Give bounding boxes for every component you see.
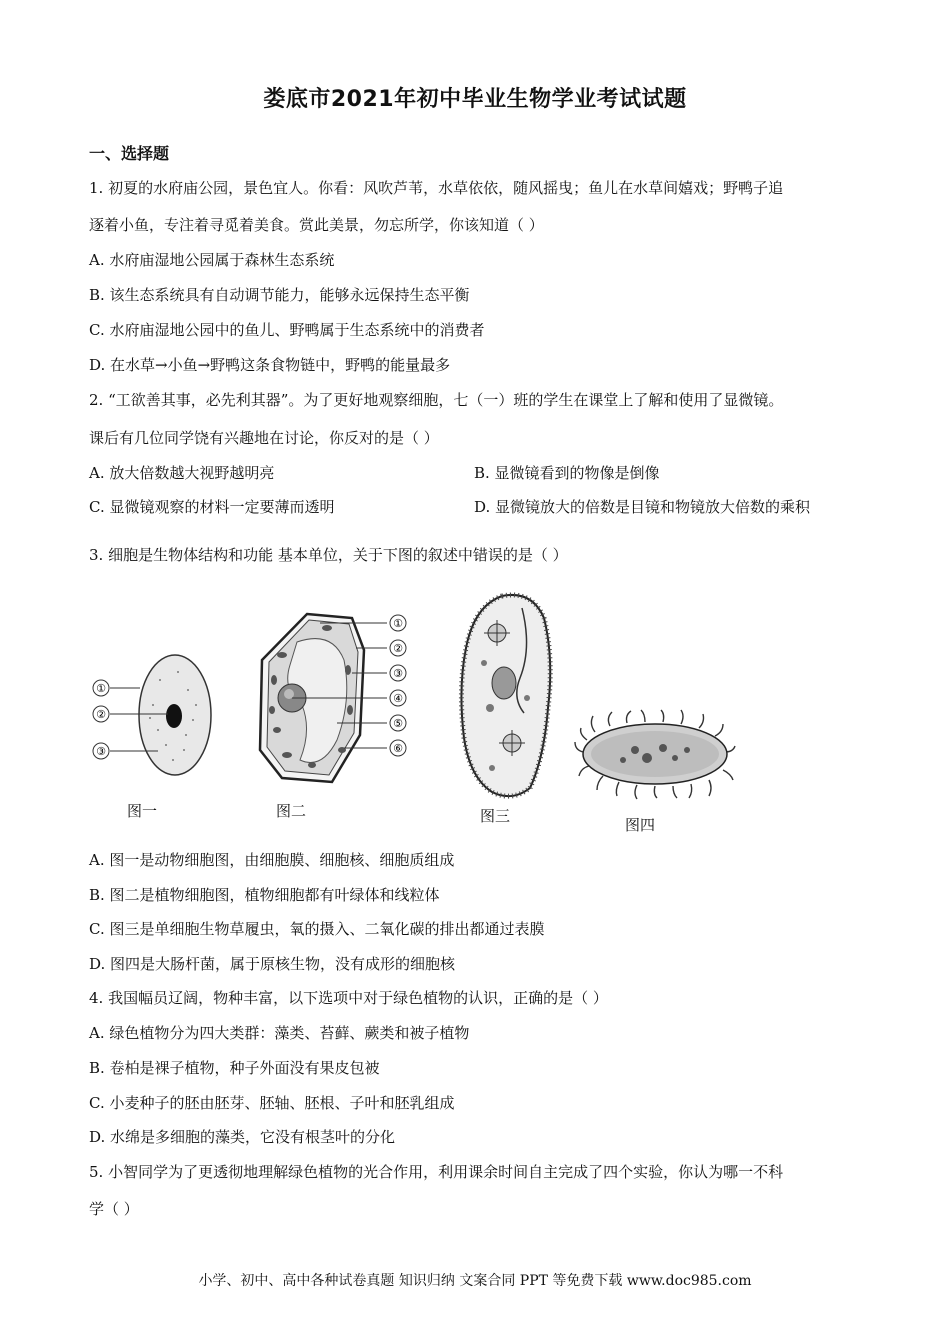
q3-option-a: A. 图一是动物细胞图，由细胞膜、细胞核、细胞质组成 bbox=[89, 851, 455, 869]
q4-option-d: D. 水绵是多细胞的藻类，它没有根茎叶的分化 bbox=[89, 1128, 396, 1146]
q1-stem-line2: 逐着小鱼，专注着寻觅着美食。赏此美景，勿忘所学，你该知道（ ） bbox=[89, 216, 544, 234]
q1-option-a: A. 水府庙湿地公园属于森林生态系统 bbox=[89, 251, 335, 269]
q2-option-a: A. 放大倍数越大视野越明亮 bbox=[89, 464, 275, 482]
fig3-label: 图三 bbox=[480, 807, 511, 825]
page-title: 娄底市2021年初中毕业生物学业考试试题 bbox=[263, 87, 687, 112]
fig2-number-4: ④ bbox=[393, 692, 403, 705]
fig2-number-2: ② bbox=[393, 642, 403, 655]
q2-option-b: B. 显微镜看到的物像是倒像 bbox=[474, 464, 660, 482]
fig1-number-3: ③ bbox=[96, 745, 106, 758]
q4-stem: 4. 我国幅员辽阔，物种丰富，以下选项中对于绿色植物的认识，正确的是（ ） bbox=[89, 989, 608, 1007]
fig4-label: 图四 bbox=[625, 816, 656, 834]
figure-plant-cell bbox=[252, 610, 422, 790]
q3-option-b: B. 图二是植物细胞图，植物细胞都有叶绿体和线粒体 bbox=[89, 886, 440, 904]
figure-e-coli bbox=[575, 712, 735, 800]
fig2-number-5: ⑤ bbox=[393, 717, 403, 730]
q4-option-b: B. 卷柏是裸子植物，种子外面没有果皮包被 bbox=[89, 1059, 380, 1077]
fig1-number-1: ① bbox=[96, 682, 106, 695]
section-heading: 一、选择题 bbox=[89, 144, 170, 163]
fig2-label: 图二 bbox=[276, 802, 307, 820]
q5-stem-line2: 学（ ） bbox=[89, 1200, 139, 1218]
q3-stem: 3. 细胞是生物体结构和功能 基本单位，关于下图的叙述中错误的是（ ） bbox=[89, 546, 568, 564]
q2-option-c: C. 显微镜观察的材料一定要薄而透明 bbox=[89, 498, 335, 516]
q2-stem-line1: 2. “工欲善其事，必先利其器”。为了更好地观察细胞，七（一）班的学生在课堂上了解和使用了显微镜。 bbox=[89, 391, 784, 409]
q2-option-d: D. 显微镜放大的倍数是目镜和物镜放大倍数的乘积 bbox=[474, 498, 811, 516]
figure-paramecium bbox=[452, 588, 562, 803]
q1-option-d: D. 在水草→小鱼→野鸭这条食物链中，野鸭的能量最多 bbox=[89, 356, 451, 374]
fig1-label: 图一 bbox=[127, 802, 158, 820]
q5-stem-line1: 5. 小智同学为了更透彻地理解绿色植物的光合作用，利用课余时间自主完成了四个实验，你认为哪一不科 bbox=[89, 1163, 784, 1181]
q1-option-b: B. 该生态系统具有自动调节能力，能够永远保持生态平衡 bbox=[89, 286, 470, 304]
figure-animal-cell bbox=[88, 650, 218, 780]
q1-option-c: C. 水府庙湿地公园中的鱼儿、野鸭属于生态系统中的消费者 bbox=[89, 321, 485, 339]
fig2-number-3: ③ bbox=[393, 667, 403, 680]
fig2-number-6: ⑥ bbox=[393, 742, 403, 755]
fig1-number-2: ② bbox=[96, 708, 106, 721]
page-footer: 小学、初中、高中各种试卷真题 知识归纳 文案合同 PPT 等免费下载 www.doc985.com bbox=[198, 1273, 752, 1289]
q4-option-c: C. 小麦种子的胚由胚芽、胚轴、胚根、子叶和胚乳组成 bbox=[89, 1094, 455, 1112]
q1-stem-line1: 1. 初夏的水府庙公园，景色宜人。你看：风吹芦苇，水草依依，随风摇曳；鱼儿在水草间嬉戏；野鸭子追 bbox=[89, 179, 784, 197]
fig2-number-1: ① bbox=[393, 617, 403, 630]
q4-option-a: A. 绿色植物分为四大类群：藻类、苔藓、蕨类和被子植物 bbox=[89, 1024, 470, 1042]
q3-option-d: D. 图四是大肠杆菌，属于原核生物，没有成形的细胞核 bbox=[89, 955, 456, 973]
q3-option-c: C. 图三是单细胞生物草履虫，氧的摄入、二氧化碳的排出都通过表膜 bbox=[89, 920, 545, 938]
q2-stem-line2: 课后有几位同学饶有兴趣地在讨论，你反对的是（ ） bbox=[89, 429, 439, 447]
